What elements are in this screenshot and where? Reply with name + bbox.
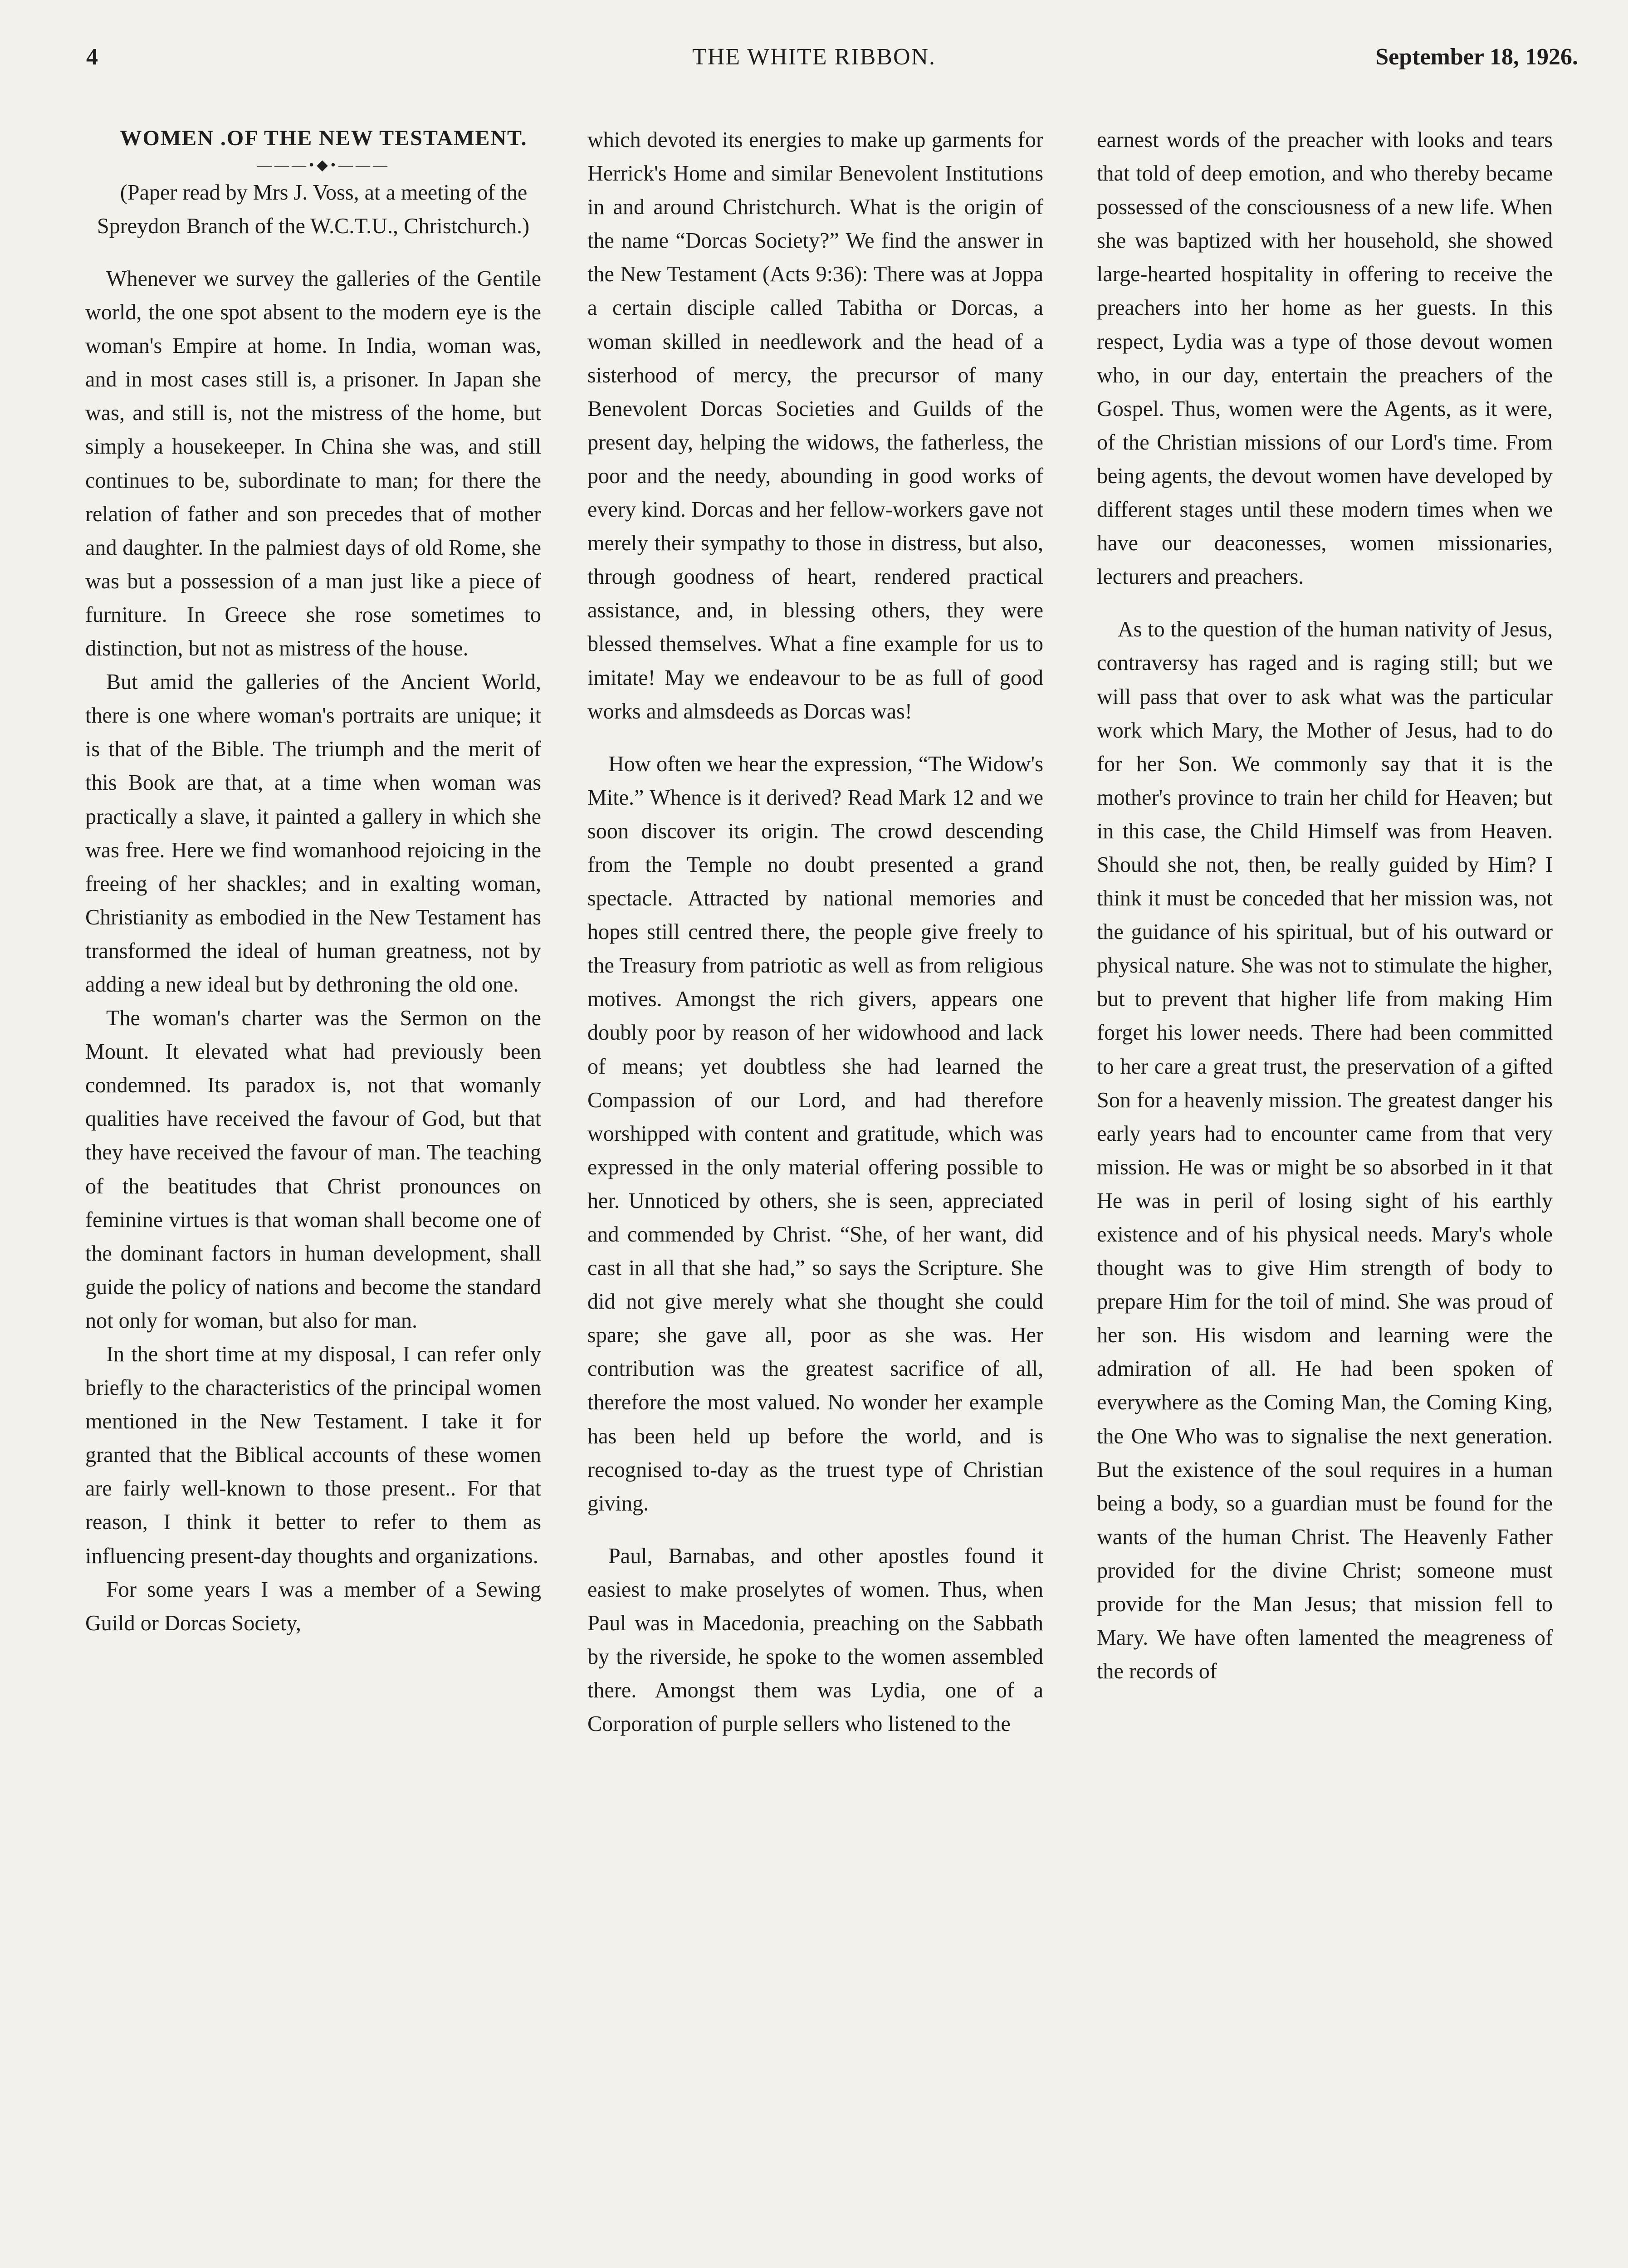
paragraph: Paul, Barnabas, and other apostles found it easiest to make proselytes of women. Thus, when Paul was in Macedonia, preaching on the Sabbath by the riverside, he spoke to the women assembled there. Amongst them was Lydia, one of a Corporation of purple sellers who listened to the	[587, 1544, 1043, 1736]
paragraph: As to the question of the human nativity of Jesus, contraversy has raged and is raging still; but we will pass that over to ask what was the particular work which Mary, the Mother of Jesus, had to do for her Son. We commonly say that it is the mother's province to train her child for Heaven; but in this case, the Child Himself was from Heaven. Should she not, then, be really guided by Him? I think it must be conceded that her mission was, not the guidance of his spiritual, but of his outward or physical nature. She was not to stimulate the higher, but to prevent that higher life from making Him forget his lower needs. There had been committed to her care a great trust, the preservation of a gifted Son for a heavenly mission. The greatest danger his early years had to encounter came from that very mission. He was or might be so absorbed in it that He was in peril of losing sight of his earthly existence and of his physical needs. Mary's whole thought was to give Him strength of body to prepare Him for the toil of mind. She was proud of her son. His wisdom and learning were the admiration of all. He had been spoken of everywhere as the Coming Man, the Coming King, the One Who was to signalise the next generation. But the existence of the soul requires in a human being a body, so a guardian must be found for the wants of the human Christ. The Heavenly Father provided for the divine Christ; someone must provide for the Man Jesus; that mission fell to Mary. We have often lamented the meagreness of the records of	[1097, 617, 1553, 1684]
column-3	[1097, 123, 1553, 1688]
publication-title: THE WHITE RIBBON.	[692, 44, 936, 70]
paragraph: In the short time at my disposal, I can refer only briefly to the characteristics of the principal women mentioned in the New Testament. I take it for granted that the Biblical accounts of these women are fairly well-known to those present.. For that reason, I think it better to refer to them as influencing present-day thoughts and organizations.	[85, 1342, 541, 1568]
paragraph: How often we hear the expression, “The Widow's Mite.” Whence is it derived? Read Mark 12 and we soon discover its origin. The crowd descending from the Temple no doubt presented a grand spectacle. Attracted by national memories and hopes still centred there, the people give freely to the Treasury from patriotic as well as from religious motives. Amongst the rich givers, appears one doubly poor by reason of her widowhood and lack of means; yet doubtless she had learned the Compassion of our Lord, and had therefore worshipped with content and gratitude, which was expressed in the only material offering possible to her. Unnoticed by others, she is seen, appreciated and commended by Christ. “She, of her want, did cast in all that she had,” so says the Scripture. She did not give merely what she thought she could spare; she gave all, poor as she was. Her contribution was the greatest sacrifice of all, therefore the most valued. No wonder her example has been held up before the world, and is recognised to-day as the truest type of Christian giving.	[587, 752, 1043, 1515]
paragraph: The woman's charter was the Sermon on the Mount. It elevated what had previously been condemned. Its paradox is, not that womanly qualities have received the favour of God, but that they have received the favour of man. The teaching of the beatitudes that Christ pronounces on feminine virtues is that woman shall become one of the dominant factors in human development, shall guide the policy of nations and become the standard not only for woman, but also for man.	[85, 1006, 541, 1333]
paragraph: Whenever we survey the galleries of the Gentile world, the one spot absent to the modern eye is the woman's Empire at home. In India, woman was, and in most cases still is, a prisoner. In Japan she was, and still is, not the mistress of the home, but simply a housekeeper. In China she was, and still continues to be, subordinate to man; for there the relation of father and son precedes that of mother and daughter. In the palmiest days of old Rome, she was but a possession of a man just like a piece of furniture. In Greece she rose sometimes to distinction, but not as mistress of the house.	[85, 267, 541, 661]
paragraph: For some years I was a member of a Sewing Guild or Dorcas Society,	[85, 1577, 541, 1635]
paragraph: earnest words of the preacher with looks and tears that told of deep emotion, and who thereby became possessed of the consciousness of a new life. When she was baptized with her household, she showed large-hearted hospitality in offering to receive the preachers into her home as her guests. In this respect, Lydia was a type of those devout women who, in our day, entertain the preachers of the Gospel. Thus, women were the Agents, as it were, of the Christian missions of our Lord's time. From being agents, the devout women have developed by different stages until these modern times when we have our deaconesses, women missionaries, lecturers and preachers.	[1097, 128, 1553, 589]
issue-date: September 18, 1926.	[1375, 44, 1578, 70]
article-title: WOMEN .OF THE NEW TESTAMENT.	[120, 126, 528, 150]
paragraph: which devoted its energies to make up garments for Herrick's Home and similar Benevolent Institutions in and around Christchurch. What is the origin of the name “Dorcas Society?” We find the answer in the New Testament (Acts 9:36): There was at Joppa a certain disciple called Tabitha or Dorcas, a woman skilled in needlework and the head of a sisterhood of mercy, the precursor of many Benevolent Dorcas Societies and Guilds of the present day, helping the widows, the fatherless, the poor and the needy, abounding in good works of every kind. Dorcas and her fellow-workers gave not merely their sympathy to those in distress, but also, through goodness of heart, rendered practical assistance, and, in blessing others, they were blessed themselves. What a fine example for us to imitate! May we endeavour to be as full of good works and almsdeeds as Dorcas was!	[587, 128, 1043, 723]
column-1	[85, 123, 541, 1640]
paragraph: But amid the galleries of the Ancient World, there is one where woman's portraits are unique; it is that of the Bible. The triumph and the merit of this Book are that, at a time when woman was practically a slave, it painted a gallery in which she was free. Here we find womanhood rejoicing in the freeing of her shackles; and in exalting woman, Christianity as embodied in the New Testament has transformed the ideal of human greatness, not by adding a new ideal but by dethroning the old one.	[85, 670, 541, 997]
column-2	[587, 123, 1043, 1741]
article-intro: (Paper read by Mrs J. Voss, at a meeting of the Spreydon Branch of the W.C.T.U., Christchurch.)	[97, 181, 530, 238]
title-ornament: ———•◆•———	[257, 156, 390, 173]
page-number: 4	[86, 44, 98, 70]
